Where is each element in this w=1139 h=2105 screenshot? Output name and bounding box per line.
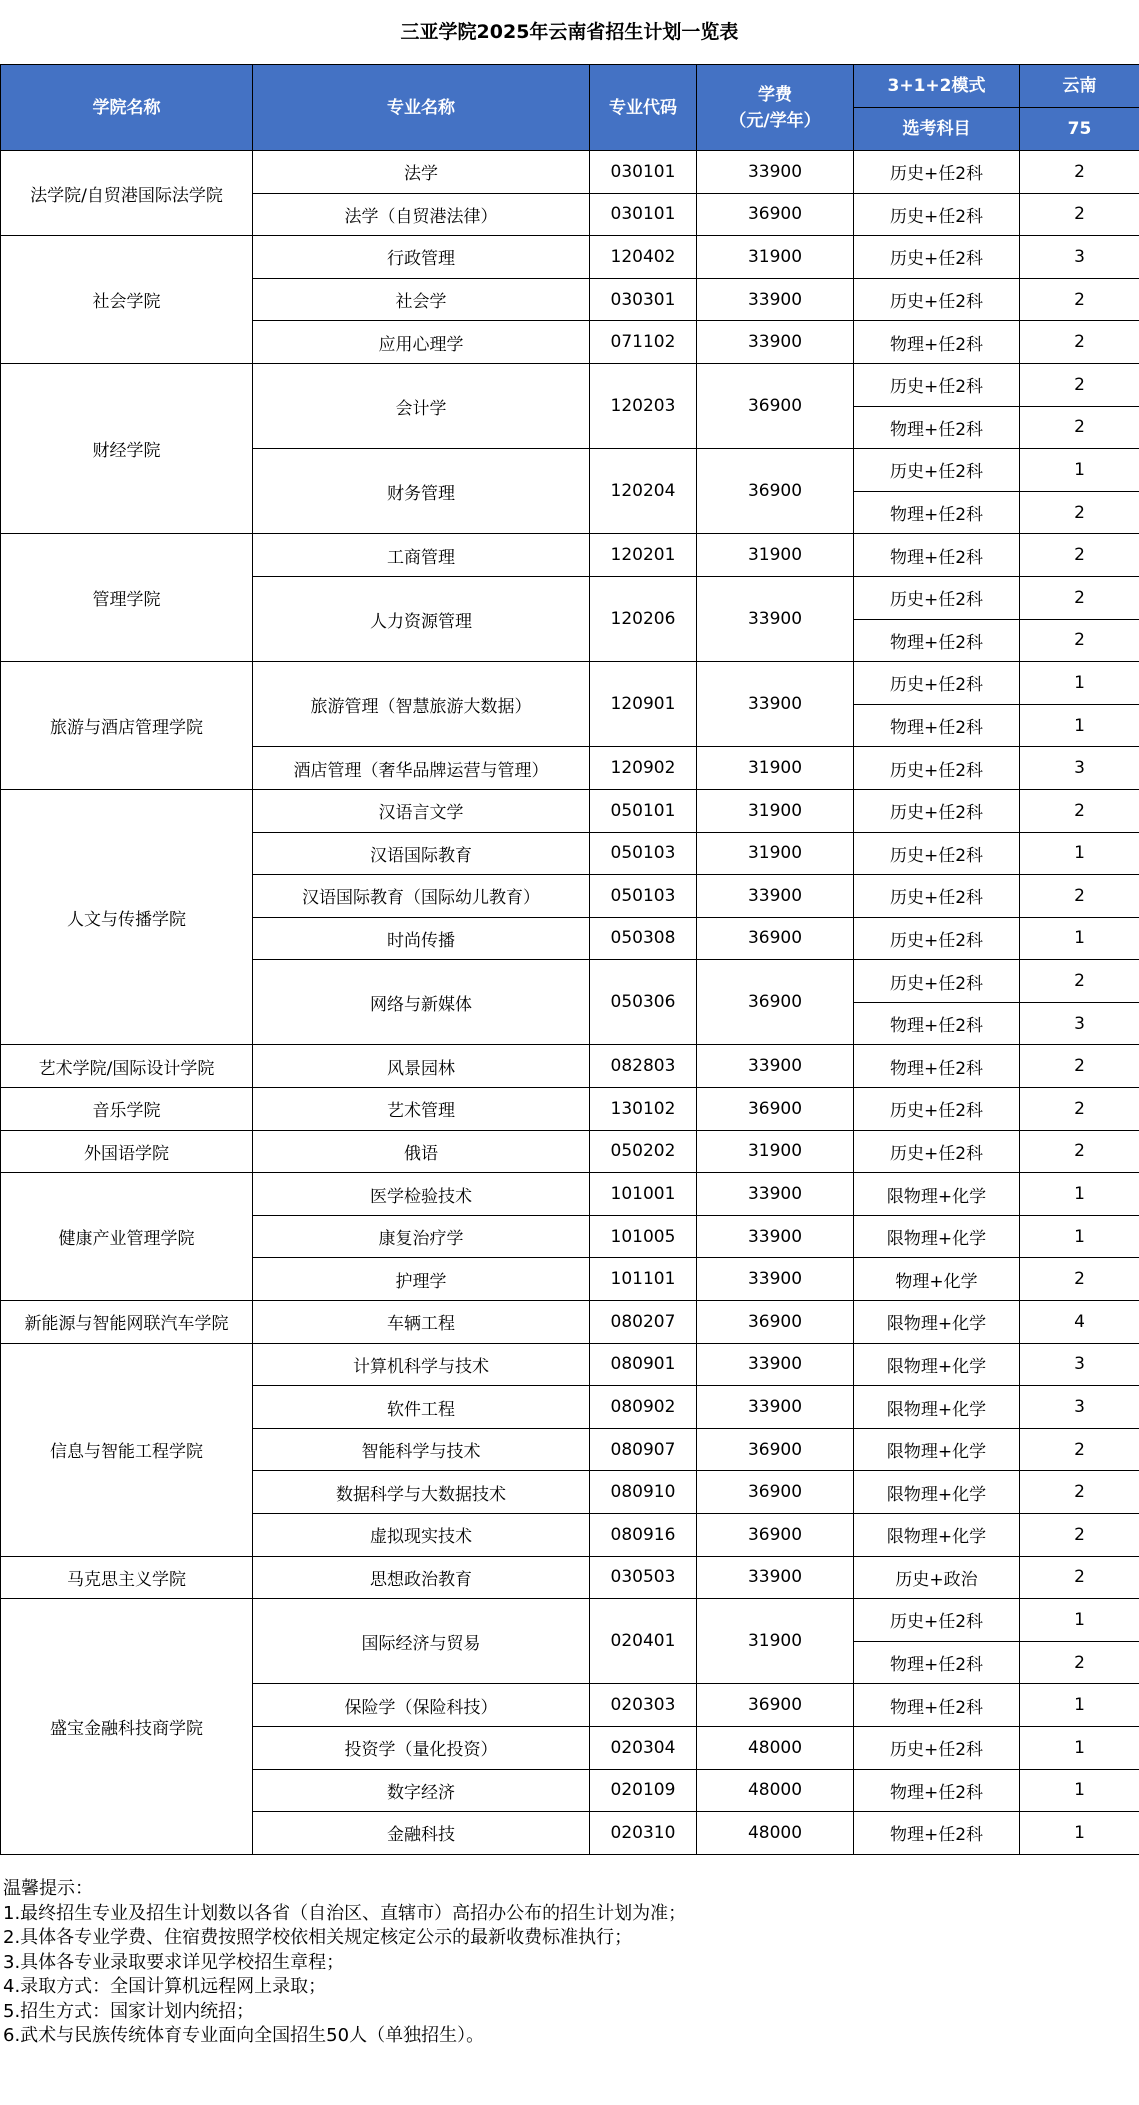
elective-subjects: 历史+任2科 <box>854 1088 1020 1131</box>
plan-count: 2 <box>1020 960 1139 1003</box>
college-name: 信息与智能工程学院 <box>1 1343 253 1556</box>
plan-count: 1 <box>1020 1812 1139 1855</box>
plan-count: 2 <box>1020 875 1139 918</box>
major-code: 080901 <box>590 1343 697 1386</box>
major-name: 护理学 <box>253 1258 590 1301</box>
table-row <box>1 1301 1139 1344</box>
table-row <box>1 1088 1139 1131</box>
elective-subjects: 物理+任2科 <box>854 534 1020 577</box>
major-name: 时尚传播 <box>253 917 590 960</box>
elective-subjects: 物理+任2科 <box>854 406 1020 449</box>
plan-count: 2 <box>1020 1514 1139 1557</box>
plan-count: 2 <box>1020 619 1139 662</box>
major-code: 050202 <box>590 1130 697 1173</box>
major-code: 082803 <box>590 1045 697 1088</box>
header-fee: 学费 （元/学年） <box>697 65 854 151</box>
major-code: 050101 <box>590 789 697 832</box>
college-name: 马克思主义学院 <box>1 1556 253 1599</box>
college-name: 社会学院 <box>1 236 253 364</box>
elective-subjects: 历史+任2科 <box>854 960 1020 1003</box>
tuition-fee: 31900 <box>697 1599 854 1684</box>
major-code: 120203 <box>590 363 697 448</box>
major-name: 酒店管理（奢华品牌运营与管理） <box>253 747 590 790</box>
major-code: 020304 <box>590 1726 697 1769</box>
major-name: 医学检验技术 <box>253 1173 590 1216</box>
table-row <box>1 363 1139 406</box>
plan-count: 2 <box>1020 491 1139 534</box>
header-major: 专业名称 <box>253 65 590 151</box>
elective-subjects: 限物理+化学 <box>854 1173 1020 1216</box>
elective-subjects: 物理+任2科 <box>854 1812 1020 1855</box>
major-name: 数字经济 <box>253 1769 590 1812</box>
plan-count: 1 <box>1020 662 1139 705</box>
major-name: 保险学（保险科技） <box>253 1684 590 1727</box>
major-code: 120402 <box>590 236 697 279</box>
tuition-fee: 36900 <box>697 1514 854 1557</box>
major-code: 120204 <box>590 449 697 534</box>
major-code: 130102 <box>590 1088 697 1131</box>
header-code: 专业代码 <box>590 65 697 151</box>
tuition-fee: 36900 <box>697 1428 854 1471</box>
plan-count: 2 <box>1020 363 1139 406</box>
major-name: 行政管理 <box>253 236 590 279</box>
major-name: 风景园林 <box>253 1045 590 1088</box>
elective-subjects: 限物理+化学 <box>854 1514 1020 1557</box>
tuition-fee: 33900 <box>697 662 854 747</box>
major-code: 071102 <box>590 321 697 364</box>
elective-subjects: 物理+任2科 <box>854 321 1020 364</box>
plan-count: 1 <box>1020 1599 1139 1642</box>
plan-count: 2 <box>1020 534 1139 577</box>
tuition-fee: 33900 <box>697 1556 854 1599</box>
elective-subjects: 物理+任2科 <box>854 1769 1020 1812</box>
plan-count: 1 <box>1020 1769 1139 1812</box>
elective-subjects: 历史+任2科 <box>854 236 1020 279</box>
plan-count: 1 <box>1020 449 1139 492</box>
major-code: 120901 <box>590 662 697 747</box>
plan-count: 2 <box>1020 789 1139 832</box>
major-code: 080902 <box>590 1386 697 1429</box>
tuition-fee: 33900 <box>697 278 854 321</box>
tuition-fee: 36900 <box>697 917 854 960</box>
table-row <box>1 236 1139 279</box>
note-item: 1.最终招生专业及招生计划数以各省（自治区、直辖市）高招办公布的招生计划为准； <box>3 1902 687 1924</box>
major-name: 国际经济与贸易 <box>253 1599 590 1684</box>
notes-heading: 温馨提示： <box>3 1878 93 1899</box>
elective-subjects: 物理+任2科 <box>854 1002 1020 1045</box>
major-name: 会计学 <box>253 363 590 448</box>
tuition-fee: 33900 <box>697 1386 854 1429</box>
plan-count: 4 <box>1020 1301 1139 1344</box>
plan-count: 2 <box>1020 1045 1139 1088</box>
major-name: 财务管理 <box>253 449 590 534</box>
major-code: 050103 <box>590 832 697 875</box>
major-code: 030301 <box>590 278 697 321</box>
plan-count: 1 <box>1020 1726 1139 1769</box>
major-name: 网络与新媒体 <box>253 960 590 1045</box>
tuition-fee: 36900 <box>697 449 854 534</box>
plan-count: 3 <box>1020 236 1139 279</box>
major-code: 020401 <box>590 1599 697 1684</box>
table-row <box>1 534 1139 577</box>
plan-count: 2 <box>1020 1258 1139 1301</box>
table-row <box>1 1045 1139 1088</box>
tuition-fee: 31900 <box>697 789 854 832</box>
college-name: 盛宝金融科技商学院 <box>1 1599 253 1855</box>
major-code: 050103 <box>590 875 697 918</box>
note-item: 5.招生方式：国家计划内统招； <box>3 2000 255 2022</box>
table-row <box>1 789 1139 832</box>
major-name: 投资学（量化投资） <box>253 1726 590 1769</box>
elective-subjects: 历史+任2科 <box>854 1726 1020 1769</box>
plan-count: 3 <box>1020 1386 1139 1429</box>
major-name: 工商管理 <box>253 534 590 577</box>
college-name: 外国语学院 <box>1 1130 253 1173</box>
major-name: 汉语国际教育 <box>253 832 590 875</box>
plan-count: 2 <box>1020 1556 1139 1599</box>
major-code: 120902 <box>590 747 697 790</box>
major-name: 旅游管理（智慧旅游大数据） <box>253 662 590 747</box>
tuition-fee: 36900 <box>697 1301 854 1344</box>
header-subjects: 选考科目 <box>854 108 1020 151</box>
tuition-fee: 48000 <box>697 1726 854 1769</box>
tuition-fee: 33900 <box>697 875 854 918</box>
major-name: 汉语国际教育（国际幼儿教育） <box>253 875 590 918</box>
major-code: 080916 <box>590 1514 697 1557</box>
major-name: 应用心理学 <box>253 321 590 364</box>
elective-subjects: 历史+任2科 <box>854 875 1020 918</box>
plan-count: 2 <box>1020 1088 1139 1131</box>
elective-subjects: 历史+任2科 <box>854 193 1020 236</box>
major-name: 金融科技 <box>253 1812 590 1855</box>
tuition-fee: 36900 <box>697 193 854 236</box>
table-row <box>1 1130 1139 1173</box>
tuition-fee: 33900 <box>697 1258 854 1301</box>
major-name: 康复治疗学 <box>253 1215 590 1258</box>
table-row <box>1 1556 1139 1599</box>
elective-subjects: 历史+任2科 <box>854 576 1020 619</box>
plan-count: 2 <box>1020 193 1139 236</box>
tuition-fee: 31900 <box>697 832 854 875</box>
college-name: 健康产业管理学院 <box>1 1173 253 1301</box>
elective-subjects: 历史+任2科 <box>854 662 1020 705</box>
major-code: 020109 <box>590 1769 697 1812</box>
plan-count: 3 <box>1020 1343 1139 1386</box>
tuition-fee: 31900 <box>697 747 854 790</box>
elective-subjects: 历史+任2科 <box>854 1130 1020 1173</box>
enrollment-plan-table <box>0 64 1139 1855</box>
elective-subjects: 物理+任2科 <box>854 619 1020 662</box>
major-name: 虚拟现实技术 <box>253 1514 590 1557</box>
major-name: 数据科学与大数据技术 <box>253 1471 590 1514</box>
plan-count: 2 <box>1020 278 1139 321</box>
notes <box>3 1877 1133 2049</box>
major-name: 汉语言文学 <box>253 789 590 832</box>
plan-count: 1 <box>1020 832 1139 875</box>
tuition-fee: 31900 <box>697 534 854 577</box>
elective-subjects: 物理+任2科 <box>854 491 1020 534</box>
tuition-fee: 48000 <box>697 1769 854 1812</box>
plan-count: 1 <box>1020 917 1139 960</box>
major-name: 俄语 <box>253 1130 590 1173</box>
elective-subjects: 限物理+化学 <box>854 1343 1020 1386</box>
major-code: 030503 <box>590 1556 697 1599</box>
elective-subjects: 历史+政治 <box>854 1556 1020 1599</box>
major-code: 101001 <box>590 1173 697 1216</box>
tuition-fee: 33900 <box>697 1045 854 1088</box>
major-code: 050306 <box>590 960 697 1045</box>
elective-subjects: 历史+任2科 <box>854 789 1020 832</box>
table-row <box>1 1173 1139 1216</box>
elective-subjects: 历史+任2科 <box>854 917 1020 960</box>
major-name: 车辆工程 <box>253 1301 590 1344</box>
plan-count: 1 <box>1020 1173 1139 1216</box>
table-row <box>1 662 1139 705</box>
elective-subjects: 物理+化学 <box>854 1258 1020 1301</box>
major-code: 120206 <box>590 576 697 661</box>
elective-subjects: 限物理+化学 <box>854 1386 1020 1429</box>
major-name: 人力资源管理 <box>253 576 590 661</box>
tuition-fee: 31900 <box>697 236 854 279</box>
plan-count: 2 <box>1020 406 1139 449</box>
major-code: 030101 <box>590 151 697 194</box>
plan-count: 3 <box>1020 1002 1139 1045</box>
major-code: 080910 <box>590 1471 697 1514</box>
major-name: 思想政治教育 <box>253 1556 590 1599</box>
major-name: 法学（自贸港法律） <box>253 193 590 236</box>
elective-subjects: 物理+任2科 <box>854 1641 1020 1684</box>
tuition-fee: 33900 <box>697 576 854 661</box>
elective-subjects: 历史+任2科 <box>854 832 1020 875</box>
major-name: 社会学 <box>253 278 590 321</box>
elective-subjects: 历史+任2科 <box>854 278 1020 321</box>
page-title: 三亚学院2025年云南省招生计划一览表 <box>400 21 739 43</box>
major-name: 艺术管理 <box>253 1088 590 1131</box>
plan-count: 2 <box>1020 1130 1139 1173</box>
college-name: 新能源与智能网联汽车学院 <box>1 1301 253 1344</box>
major-code: 050308 <box>590 917 697 960</box>
header-mode: 3+1+2模式 <box>854 65 1020 108</box>
tuition-fee: 33900 <box>697 321 854 364</box>
elective-subjects: 历史+任2科 <box>854 449 1020 492</box>
college-name: 财经学院 <box>1 363 253 533</box>
major-code: 080207 <box>590 1301 697 1344</box>
table-row <box>1 1343 1139 1386</box>
elective-subjects: 限物理+化学 <box>854 1428 1020 1471</box>
elective-subjects: 历史+任2科 <box>854 151 1020 194</box>
major-name: 法学 <box>253 151 590 194</box>
college-name: 法学院/自贸港国际法学院 <box>1 151 253 236</box>
tuition-fee: 33900 <box>697 1173 854 1216</box>
plan-count: 2 <box>1020 1641 1139 1684</box>
elective-subjects: 物理+任2科 <box>854 704 1020 747</box>
tuition-fee: 33900 <box>697 151 854 194</box>
header-province: 云南 <box>1020 65 1139 108</box>
college-name: 人文与传播学院 <box>1 789 253 1045</box>
elective-subjects: 物理+任2科 <box>854 1684 1020 1727</box>
tuition-fee: 36900 <box>697 1684 854 1727</box>
tuition-fee: 36900 <box>697 363 854 448</box>
elective-subjects: 限物理+化学 <box>854 1301 1020 1344</box>
plan-count: 2 <box>1020 321 1139 364</box>
plan-count: 2 <box>1020 576 1139 619</box>
elective-subjects: 历史+任2科 <box>854 1599 1020 1642</box>
major-code: 101101 <box>590 1258 697 1301</box>
table-row <box>1 1599 1139 1642</box>
plan-table-body <box>1 151 1139 1855</box>
elective-subjects: 历史+任2科 <box>854 747 1020 790</box>
note-item: 2.具体各专业学费、住宿费按照学校依相关规定核定公示的最新收费标准执行； <box>3 1927 633 1948</box>
major-code: 030101 <box>590 193 697 236</box>
major-name: 智能科学与技术 <box>253 1428 590 1471</box>
major-code: 101005 <box>590 1215 697 1258</box>
elective-subjects: 限物理+化学 <box>854 1215 1020 1258</box>
plan-count: 1 <box>1020 1684 1139 1727</box>
plan-count: 1 <box>1020 704 1139 747</box>
elective-subjects: 限物理+化学 <box>854 1471 1020 1514</box>
tuition-fee: 48000 <box>697 1812 854 1855</box>
header-college: 学院名称 <box>1 65 253 151</box>
tuition-fee: 36900 <box>697 1088 854 1131</box>
major-code: 020303 <box>590 1684 697 1727</box>
elective-subjects: 物理+任2科 <box>854 1045 1020 1088</box>
plan-count: 2 <box>1020 1471 1139 1514</box>
plan-count: 2 <box>1020 151 1139 194</box>
college-name: 音乐学院 <box>1 1088 253 1131</box>
major-code: 080907 <box>590 1428 697 1471</box>
college-name: 艺术学院/国际设计学院 <box>1 1045 253 1088</box>
college-name: 管理学院 <box>1 534 253 662</box>
college-name: 旅游与酒店管理学院 <box>1 662 253 790</box>
major-code: 020310 <box>590 1812 697 1855</box>
tuition-fee: 36900 <box>697 960 854 1045</box>
plan-count: 1 <box>1020 1215 1139 1258</box>
plan-count: 3 <box>1020 747 1139 790</box>
elective-subjects: 历史+任2科 <box>854 363 1020 406</box>
tuition-fee: 36900 <box>697 1471 854 1514</box>
major-name: 计算机科学与技术 <box>253 1343 590 1386</box>
tuition-fee: 33900 <box>697 1215 854 1258</box>
note-item: 4.录取方式：全国计算机远程网上录取； <box>3 1976 327 1997</box>
tuition-fee: 33900 <box>697 1343 854 1386</box>
table-row <box>1 151 1139 194</box>
header-total: 75 <box>1020 108 1139 151</box>
major-code: 120201 <box>590 534 697 577</box>
plan-count: 2 <box>1020 1428 1139 1471</box>
tuition-fee: 31900 <box>697 1130 854 1173</box>
note-item: 3.具体各专业录取要求详见学校招生章程； <box>3 1951 345 1973</box>
note-item: 6.武术与民族传统体育专业面向全国招生50人（单独招生）。 <box>3 2025 485 2046</box>
major-name: 软件工程 <box>253 1386 590 1429</box>
